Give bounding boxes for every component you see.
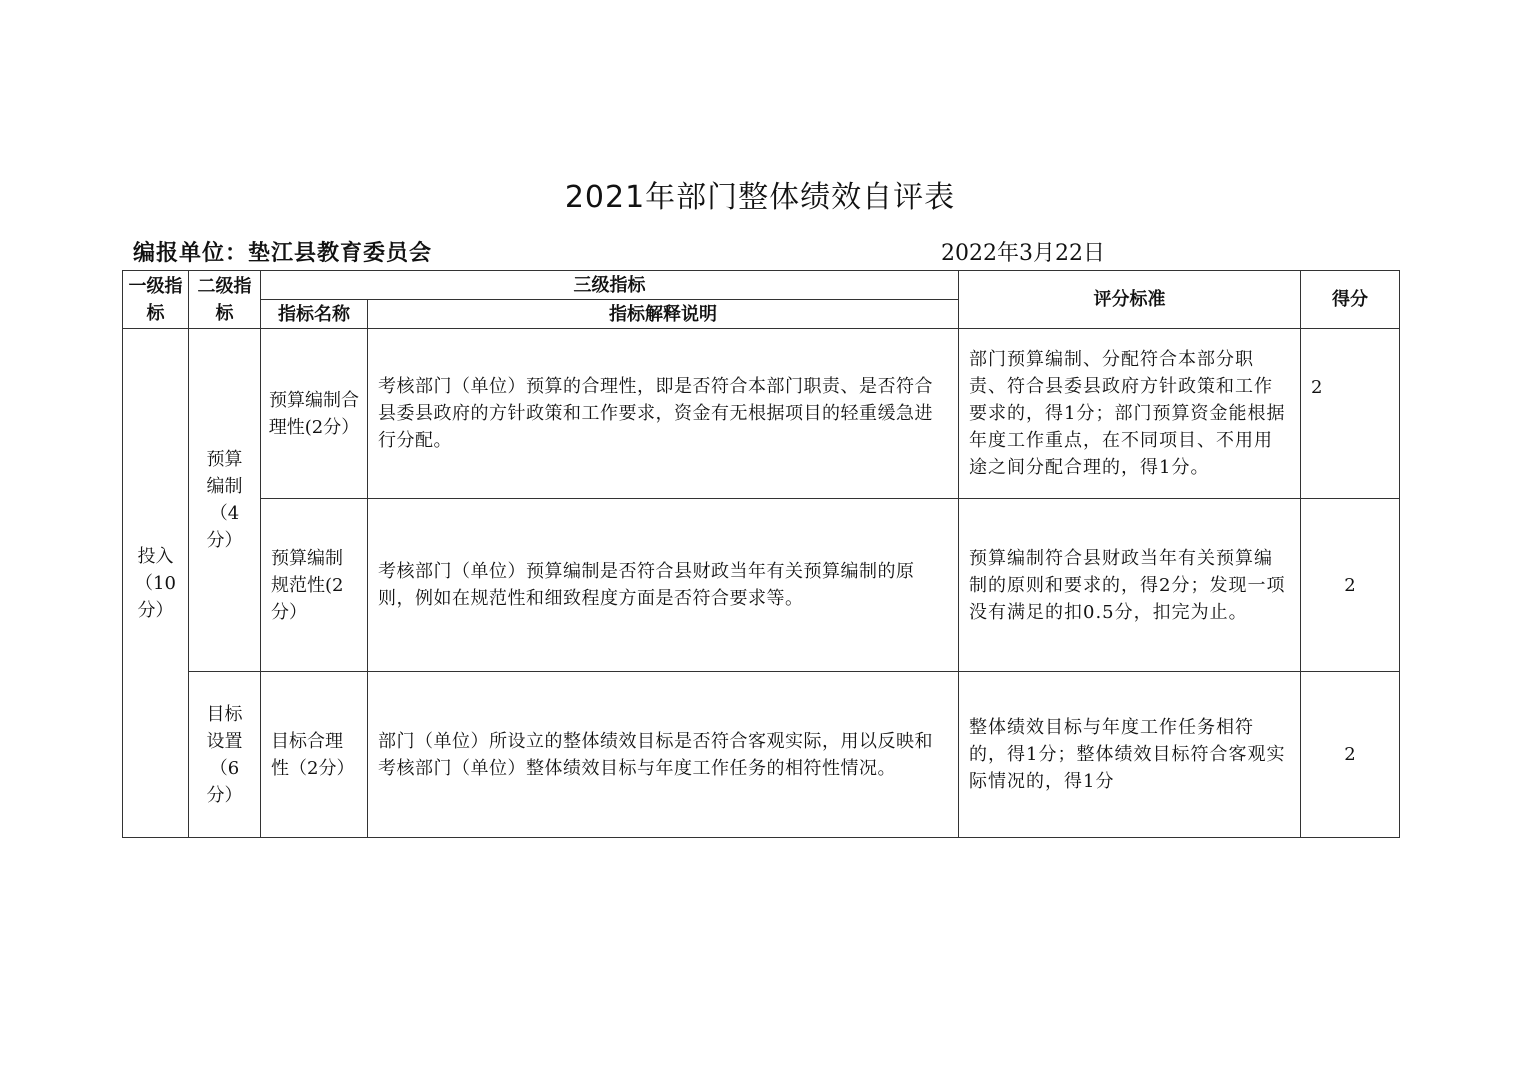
- standard-cell: 整体绩效目标与年度工作任务相符的，得1分；整体绩效目标符合客观实际情况的，得1分: [959, 672, 1301, 838]
- evaluation-table: [122, 270, 1400, 838]
- report-date: 2022年3月22日: [941, 241, 1105, 266]
- indicator-desc-cell: 考核部门（单位）预算编制是否符合县财政当年有关预算编制的原则，例如在规范性和细致程度方面是否符合要求等。: [368, 499, 959, 672]
- standard-cell: 预算编制符合县财政当年有关预算编制的原则和要求的，得2分；发现一项没有满足的扣0.5分，扣完为止。: [959, 499, 1301, 672]
- indicator-name-cell: 预算编制规范性(2分）: [261, 499, 368, 672]
- header-indicator-desc: 指标解释说明: [368, 300, 959, 329]
- indicator-name-cell: 目标合理性（2分）: [261, 672, 368, 838]
- score-cell: 2: [1301, 329, 1400, 499]
- indicator-name-cell: 预算编制合理性(2分）: [261, 329, 368, 499]
- header-standard: 评分标准: [959, 271, 1301, 329]
- score-cell: 2: [1301, 499, 1400, 672]
- level2-cell: 目标设置（6分）: [189, 672, 261, 838]
- header-score: 得分: [1301, 271, 1400, 329]
- level1-cell: 投入（10分）: [123, 329, 189, 838]
- header-indicator-name: 指标名称: [261, 300, 368, 329]
- indicator-desc-cell: 部门（单位）所设立的整体绩效目标是否符合客观实际，用以反映和考核部门（单位）整体绩效目标与年度工作任务的相符性情况。: [368, 672, 959, 838]
- indicator-desc-cell: 考核部门（单位）预算的合理性，即是否符合本部门职责、是否符合县委县政府的方针政策和工作要求，资金有无根据项目的轻重缓急进行分配。: [368, 329, 959, 499]
- header-level3: 三级指标: [261, 271, 959, 300]
- page-title: 2021年部门整体绩效自评表: [564, 180, 956, 215]
- standard-cell: 部门预算编制、分配符合本部分职责、符合县委县政府方针政策和工作要求的，得1分；部门预算资金能根据年度工作重点，在不同项目、不用用途之间分配合理的，得1分。: [959, 329, 1301, 499]
- reporting-unit: 编报单位：垫江县教育委员会: [133, 240, 433, 266]
- header-level1: 一级指标: [123, 271, 189, 329]
- level2-cell: 预算编制（4分）: [189, 329, 261, 672]
- header-level2: 二级指标: [189, 271, 261, 329]
- score-cell: 2: [1301, 672, 1400, 838]
